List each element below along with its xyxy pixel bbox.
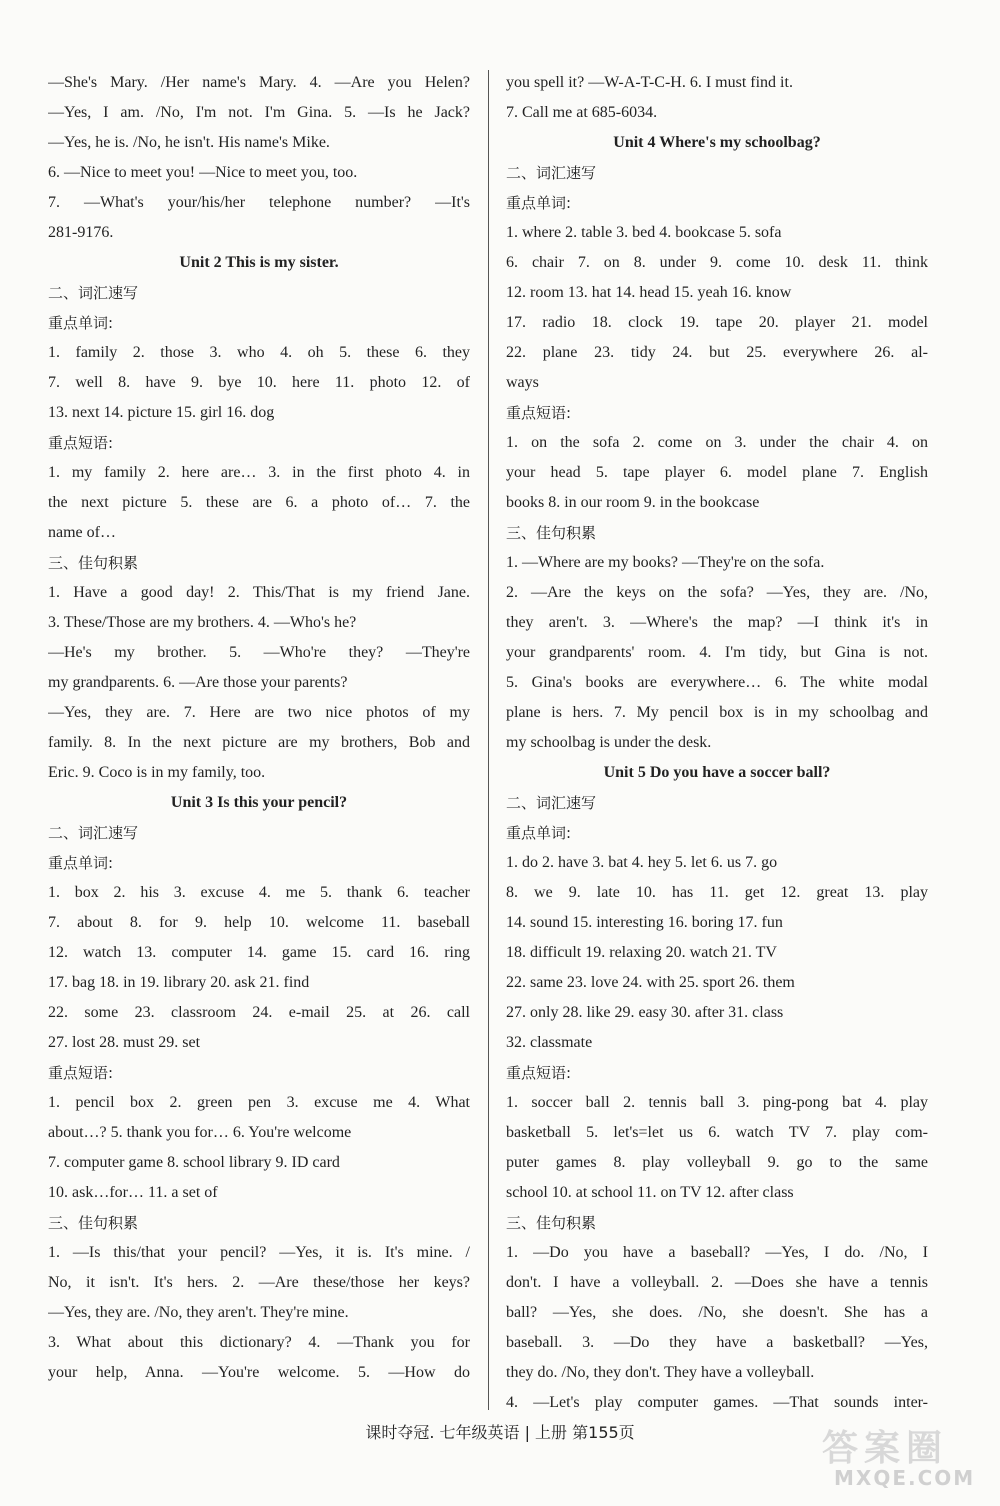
text-line: 1. —Where are my books? —They're on the sofa.: [506, 554, 825, 571]
text-line: 14. sound 15. interesting 16. boring 17. fun: [506, 914, 783, 931]
watermark-logo: [792, 1418, 982, 1498]
text-line: school 10. at school 11. on TV 12. after class: [506, 1184, 794, 1201]
text-line: my grandparents. 6. —Are those your parents?: [48, 674, 348, 691]
text-line: 281-9176.: [48, 224, 114, 241]
text-line: 7. Call me at 685-6034.: [506, 104, 658, 121]
text-line: 4. —Let's play computer games. —That sounds inter-: [506, 1394, 928, 1411]
text-line: 1. —Do you have a baseball? —Yes, I do. /No, I: [506, 1244, 928, 1261]
watermark-url: MXQE.COM: [834, 1466, 976, 1490]
text-line: 18. difficult 19. relaxing 20. watch 21. TV: [506, 944, 777, 961]
section-heading: 三、佳句积累: [506, 524, 597, 542]
text-line: 2. —Are the keys on the sofa? —Yes, they are. /No,: [506, 584, 928, 601]
text-line: my schoolbag is under the desk.: [506, 734, 712, 751]
unit-heading: Unit 5 Do you have a soccer ball?: [603, 764, 831, 781]
text-line: 1. Have a good day! 2. This/That is my friend Jane.: [48, 584, 470, 601]
text-line: ball? —Yes, she does. /No, she doesn't. She has a: [506, 1304, 928, 1321]
section-heading: 重点短语:: [48, 434, 114, 452]
text-line: 1. family 2. those 3. who 4. oh 5. these 6. they: [48, 344, 470, 361]
section-heading: 二、词汇速写: [48, 824, 139, 842]
text-line: 1. do 2. have 3. bat 4. hey 5. let 6. us 7. go: [506, 854, 778, 871]
section-heading: 重点单词:: [48, 314, 114, 332]
text-line: 7. —What's your/his/her telephone number? —It's: [48, 194, 470, 211]
text-line: 22. plane 23. tidy 24. but 25. everywhere 26. al-: [506, 344, 928, 361]
text-line: 1. pencil box 2. green pen 3. excuse me 4. What: [48, 1094, 470, 1111]
section-heading: 二、词汇速写: [506, 164, 597, 182]
text-line: you spell it? —W-A-T-C-H. 6. I must find it.: [506, 74, 793, 91]
section-heading: 重点单词:: [506, 194, 572, 212]
text-line: ways: [506, 374, 539, 391]
text-line: —He's my brother. 5. —Who're they? —They're: [48, 644, 470, 661]
text-line: your grandparents' room. 4. I'm tidy, but Gina is not.: [506, 644, 928, 661]
text-line: 7. well 8. have 9. bye 10. here 11. photo 12. of: [48, 374, 470, 391]
right-column: [506, 68, 928, 1418]
section-heading: 三、佳句积累: [506, 1214, 597, 1232]
text-line: 7. computer game 8. school library 9. ID card: [48, 1154, 340, 1171]
text-line: the next picture 5. these are 6. a photo of… 7. the: [48, 494, 470, 511]
section-heading: 二、词汇速写: [506, 794, 597, 812]
text-line: puter games 8. play volleyball 9. go to the same: [506, 1154, 928, 1171]
text-line: —Yes, they are. /No, they aren't. They're mine.: [48, 1304, 349, 1321]
text-line: —Yes, they are. 7. Here are two nice photos of my: [48, 704, 470, 721]
text-line: 17. bag 18. in 19. library 20. ask 21. find: [48, 974, 310, 991]
text-line: 32. classmate: [506, 1034, 593, 1051]
watermark-text: 答案圈: [822, 1428, 949, 1469]
text-line: plane is hers. 7. My pencil box is in my schoolbag and: [506, 704, 928, 721]
text-line: 6. chair 7. on 8. under 9. come 10. desk 11. think: [506, 254, 928, 271]
text-line: about…? 5. thank you for… 6. You're welcome: [48, 1124, 352, 1141]
section-heading: 三、佳句积累: [48, 1214, 139, 1232]
text-line: —Yes, he is. /No, he isn't. His name's Mike.: [48, 134, 330, 151]
section-heading: 三、佳句积累: [48, 554, 139, 572]
section-heading: 重点单词:: [506, 824, 572, 842]
text-line: 5. Gina's books are everywhere… 6. The white modal: [506, 674, 928, 691]
text-line: name of…: [48, 524, 116, 541]
section-heading: 重点短语:: [506, 404, 572, 422]
text-line: basketball 5. let's=let us 6. watch TV 7. play com-: [506, 1124, 928, 1141]
left-column: [48, 68, 470, 1388]
text-line: 10. ask…for… 11. a set of: [48, 1184, 218, 1201]
text-line: 1. my family 2. here are… 3. in the first photo 4. in: [48, 464, 470, 481]
text-line: family. 8. In the next picture are my brothers, Bob and: [48, 734, 470, 751]
text-line: 7. about 8. for 9. help 10. welcome 11. baseball: [48, 914, 470, 931]
text-line: 3. These/Those are my brothers. 4. —Who's he?: [48, 614, 357, 631]
text-line: 22. same 23. love 24. with 25. sport 26. them: [506, 974, 795, 991]
text-line: 1. on the sofa 2. come on 3. under the chair 4. on: [506, 434, 928, 451]
text-line: your help, Anna. —You're welcome. 5. —How do: [48, 1364, 470, 1381]
text-line: 27. lost 28. must 29. set: [48, 1034, 201, 1051]
column-divider: [488, 70, 489, 1410]
text-line: 8. we 9. late 10. has 11. get 12. great 13. play: [506, 884, 928, 901]
section-heading: 重点短语:: [48, 1064, 114, 1082]
text-line: 17. radio 18. clock 19. tape 20. player 21. model: [506, 314, 928, 331]
text-line: don't. I have a volleyball. 2. —Does she have a tennis: [506, 1274, 928, 1291]
text-line: 12. watch 13. computer 14. game 15. card 16. ring: [48, 944, 470, 961]
text-line: No, it isn't. It's hers. 2. —Are these/those her keys?: [48, 1274, 470, 1291]
text-line: 27. only 28. like 29. easy 30. after 31. class: [506, 1004, 784, 1021]
unit-heading: Unit 4 Where's my schoolbag?: [613, 134, 821, 151]
text-line: 12. room 13. hat 14. head 15. yeah 16. know: [506, 284, 792, 301]
text-line: your head 5. tape player 6. model plane 7. English: [506, 464, 928, 481]
text-line: —Yes, I am. /No, I'm not. I'm Gina. 5. —Is he Jack?: [48, 104, 470, 121]
text-line: books 8. in our room 9. in the bookcase: [506, 494, 760, 511]
text-line: 1. box 2. his 3. excuse 4. me 5. thank 6. teacher: [48, 884, 470, 901]
text-line: 1. —Is this/that your pencil? —Yes, it is. It's mine. /: [48, 1244, 470, 1261]
page-footer: 课时夺冠. 七年级英语 | 上册 第155页: [365, 1423, 635, 1442]
text-line: 13. next 14. picture 15. girl 16. dog: [48, 404, 275, 421]
text-line: 22. some 23. classroom 24. e-mail 25. at 26. call: [48, 1004, 470, 1021]
section-heading: 重点单词:: [48, 854, 114, 872]
text-line: Eric. 9. Coco is in my family, too.: [48, 764, 266, 781]
text-line: 1. where 2. table 3. bed 4. bookcase 5. sofa: [506, 224, 782, 241]
section-heading: 重点短语:: [506, 1064, 572, 1082]
text-line: they aren't. 3. —Where's the map? —I think it's in: [506, 614, 928, 631]
text-line: —She's Mary. /Her name's Mary. 4. —Are you Helen?: [48, 74, 470, 91]
section-heading: 二、词汇速写: [48, 284, 139, 302]
text-line: they do. /No, they don't. They have a volleyball.: [506, 1364, 815, 1381]
unit-heading: Unit 3 Is this your pencil?: [170, 794, 348, 811]
unit-heading: Unit 2 This is my sister.: [179, 254, 339, 271]
text-line: baseball. 3. —Do they have a basketball? —Yes,: [506, 1334, 928, 1351]
text-line: 3. What about this dictionary? 4. —Thank you for: [48, 1334, 470, 1351]
text-line: 6. —Nice to meet you! —Nice to meet you, too.: [48, 164, 358, 181]
text-line: 1. soccer ball 2. tennis ball 3. ping-pong bat 4. play: [506, 1094, 928, 1111]
